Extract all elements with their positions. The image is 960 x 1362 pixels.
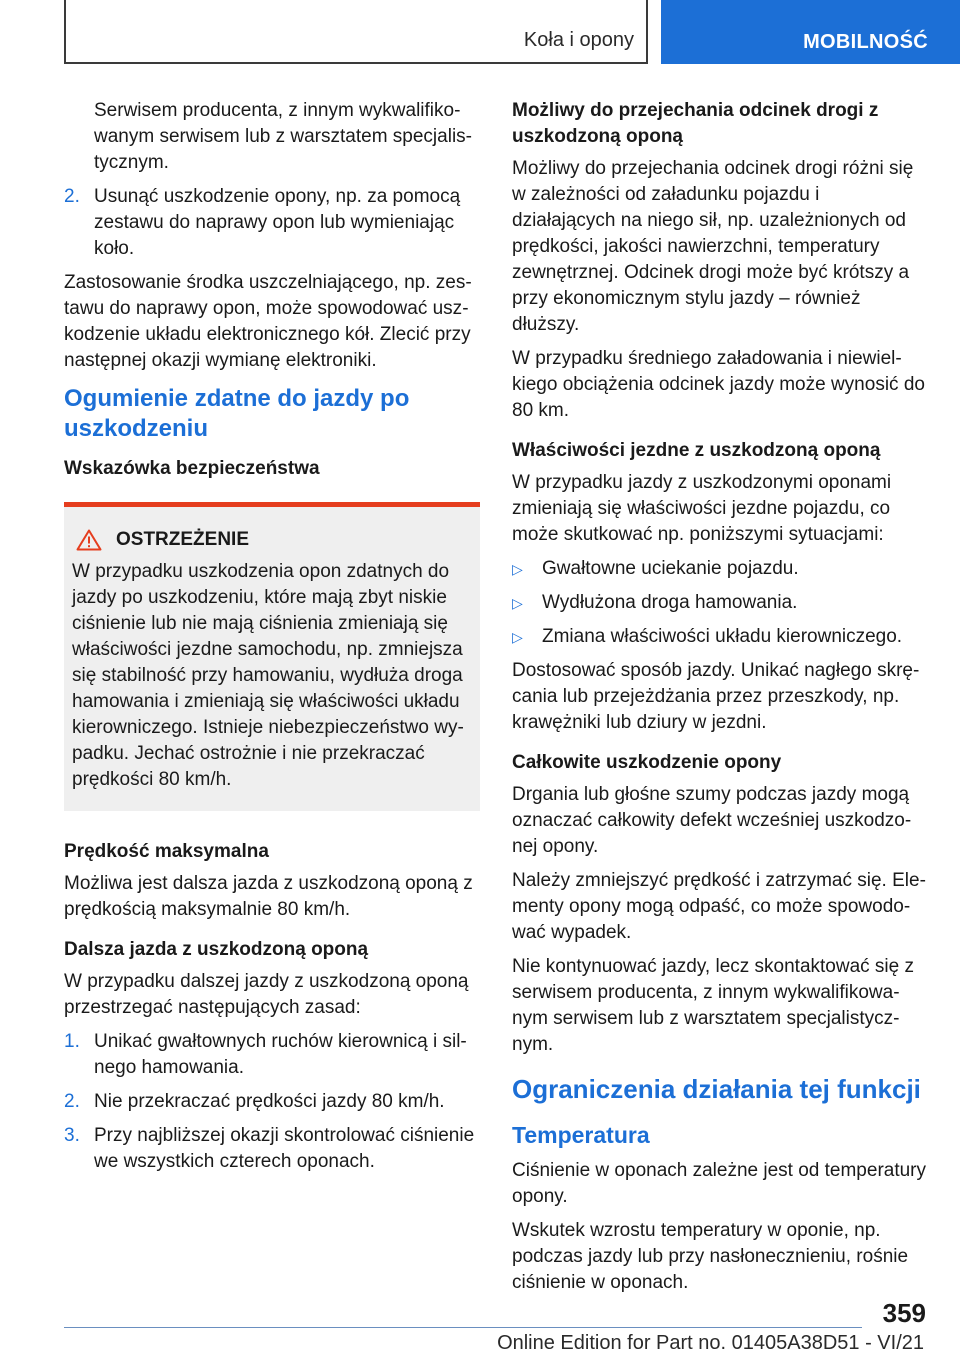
subheading: Prędkość maksymalna — [64, 841, 269, 862]
page-number: 359 — [882, 1298, 926, 1328]
step-text: Przy najbliższej okazji skontrolować ciśnienie we wszystkich czterech oponach. — [94, 1125, 475, 1172]
paragraph: W przypadku jazdy z uszkodzonymi oponami zmieniają się właściwości jezdne pojazdu, co może skutkować np. poniższymi sytuacjami: — [512, 472, 892, 545]
step-item — [64, 1089, 480, 1115]
bullet-text: Gwałtowne uciekanie pojazdu. — [542, 558, 799, 579]
warning-title: OSTRZEŻENIE — [116, 529, 250, 550]
triangle-bullet-icon: ▷ — [512, 595, 523, 611]
step-text: Nie przekraczać prędkości jazdy 80 km/h. — [94, 1091, 445, 1112]
warning-header — [72, 527, 472, 553]
paragraph: Możliwa jest dalsza jazda z uszkodzoną oponą z prędkością maksymalnie 80 km/h. — [64, 873, 473, 920]
step-number: 1. — [64, 1031, 80, 1052]
paragraph: Dostosować sposób jazdy. Unikać nagłego skręcania lub przejeżdżania przez przeszkody, np. krawężniki lub dziury w jezdni. — [512, 660, 920, 733]
paragraph: Wskutek wzrostu temperatury w oponie, np. podczas jazdy lub przy nasłonecznieniu, rośnie ciśnienie w oponach. — [512, 1220, 909, 1293]
step-text: Unikać gwałtownych ruchów kierownicą i silnego hamowania. — [94, 1031, 467, 1078]
step-number: 3. — [64, 1125, 80, 1146]
paragraph: Należy zmniejszyć prędkość i zatrzymać się. Elementy opony mogą odpaść, co może spowodować wypadek. — [512, 870, 926, 943]
step-item — [64, 1123, 480, 1175]
step-number: 2. — [64, 1091, 80, 1112]
right-column — [512, 98, 926, 1304]
step-1-continuation: Serwisem producenta, z innym wykwalifikowanym serwisem lub z warsztatem specjalistycznym. — [94, 100, 472, 173]
bullet-item — [512, 590, 926, 616]
subheading: Wskazówka bezpieczeństwa — [64, 458, 320, 479]
triangle-bullet-icon: ▷ — [512, 561, 523, 577]
step-text: Usunąć uszkodzenie opony, np. za pomocą zestawu do naprawy opon lub wymieniając koło. — [94, 186, 461, 259]
bullet-text: Zmiana właściwości układu kierowniczego. — [542, 626, 903, 647]
footer-divider — [64, 1327, 862, 1328]
paragraph: W przypadku średniego załadowania i niewielkiego obciążenia odcinek jazdy może wynosić do 80 km. — [512, 348, 925, 421]
paragraph: Ciśnienie w oponach zależne jest od temperatury opony. — [512, 1160, 927, 1207]
paragraph: W przypadku dalszej jazdy z uszkodzoną oponą przestrzegać następujących zasad: — [64, 971, 469, 1018]
warning-box — [64, 502, 480, 811]
section-heading: Ograniczenia działania tej funkcji — [512, 1074, 921, 1104]
warning-triangle-icon — [76, 529, 102, 551]
subheading: Możliwy do przejechania odcinek drogi z uszkodzoną oponą — [512, 100, 879, 147]
paragraph: Możliwy do przejechania odcinek drogi różni się w zależności od załadunku pojazdu i działających na niego sił, np. uzależnionych od prędkości, jakości nawierzchni, temperatury zewnętrznej. Odcinek drogi może być krótszy a przy ekonomicznym stylu jazdy – również dłuższy. — [512, 158, 914, 335]
bullet-text: Wydłużona droga hamowania. — [542, 592, 798, 613]
section-tab — [64, 0, 648, 64]
paragraph: Drgania lub głośne szumy podczas jazdy mogą oznaczać całkowity defekt wcześniej uszkodzonej opony. — [512, 784, 912, 857]
paragraph: Zastosowanie środka uszczelniającego, np. zestawu do naprawy opon, może spowodować uszkodzenie układu elektronicznego kół. Zlecić przy następnej okazji wymianę elektroniki. — [64, 272, 472, 371]
bullet-item — [512, 556, 926, 582]
triangle-bullet-icon: ▷ — [512, 629, 523, 645]
left-column — [64, 98, 480, 1183]
bullet-item — [512, 624, 926, 650]
subheading: Całkowite uszkodzenie opony — [512, 752, 782, 773]
warning-text: W przypadku uszkodzenia opon zdatnych do jazdy po uszkodzeniu, które mają zbyt niskie ciśnienie lub nie mają ciśnienia zmieniają się właściwości jezdne samochodu, np. zmniejsza się stabilność przy hamowaniu, wydłuża droga hamowania i zmieniają się właściwości układu kierowniczego. Istnieje niebezpieczeństwo wypadku. Jechać ostrożnie i nie przekraczać prędkości 80 km/h. — [72, 561, 464, 790]
step-item — [64, 184, 480, 262]
subsection-heading: Temperatura — [512, 1122, 650, 1148]
subheading: Dalsza jazda z uszkodzoną oponą — [64, 939, 369, 960]
step-number: 2. — [64, 186, 80, 207]
step-item — [64, 1029, 480, 1081]
section-heading: Ogumienie zdatne do jazdy po uszkodzeniu — [64, 385, 410, 442]
paragraph: Nie kontynuować jazdy, lecz skontaktować się z serwisem producenta, z innym wykwalifikowanym serwisem lub z warsztatem specjalistycznym. — [512, 956, 914, 1055]
footer-edition: Online Edition for Part no. 01405A38D51 - VI/21 — [497, 1332, 924, 1354]
chapter-title: MOBILNOŚĆ — [803, 31, 928, 53]
subheading: Właściwości jezdne z uszkodzoną oponą — [512, 440, 881, 461]
chapter-tab[interactable] — [661, 0, 960, 64]
section-title: Koła i opony — [523, 29, 634, 51]
